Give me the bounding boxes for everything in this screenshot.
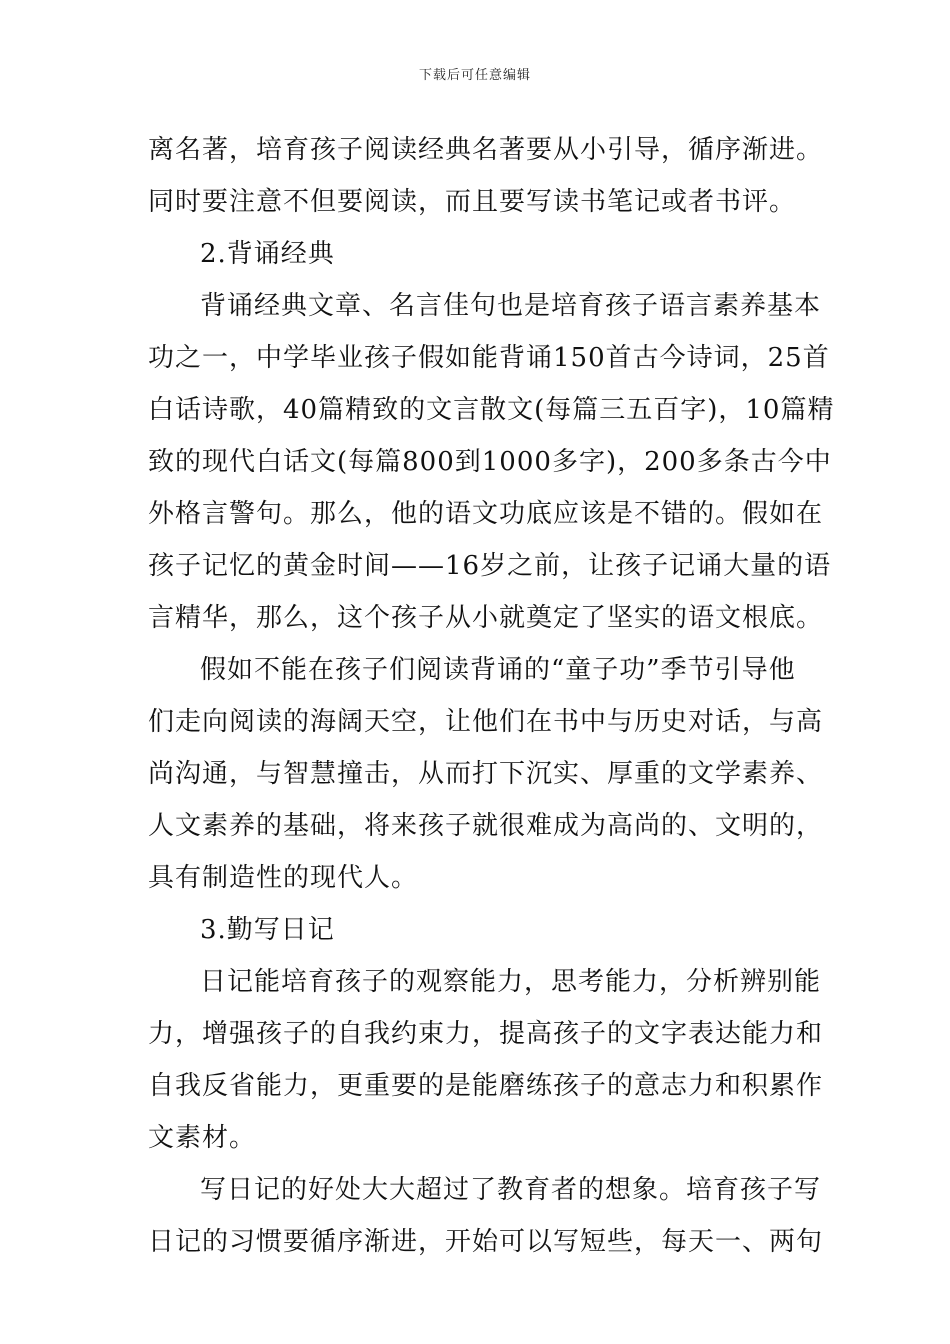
text-line: 尚沟通，与智慧撞击，从而打下沉实、厚重的文学素养、 bbox=[148, 759, 824, 789]
text-line: 同时要注意不但要阅读，而且要写读书笔记或者书评。 bbox=[148, 187, 797, 217]
text-line: 具有制造性的现代人。 bbox=[148, 863, 419, 893]
text-line: 功之一，中学毕业孩子假如能背诵150首古今诗词，25首 bbox=[148, 343, 830, 373]
text-line: 日记能培育孩子的观察能力，思考能力，分析辨别能 bbox=[200, 967, 822, 997]
text-line: 人文素养的基础，将来孩子就很难成为高尚的、文明的， bbox=[148, 811, 824, 841]
text-line: 外格言警句。那么，他的语文功底应该是不错的。假如在 bbox=[148, 499, 824, 529]
text-line: 写日记的好处大大超过了教育者的想象。培育孩子写 bbox=[200, 1175, 822, 1205]
text-line: 白话诗歌，40篇精致的文言散文(每篇三五百字)，10篇精 bbox=[148, 395, 835, 425]
text-line: 自我反省能力，更重要的是能磨练孩子的意志力和积累作 bbox=[148, 1071, 824, 1101]
document-body bbox=[148, 124, 835, 1268]
text-line: 力，增强孩子的自我约束力，提高孩子的文字表达能力和 bbox=[148, 1019, 824, 1049]
section-heading: 3.勤写日记 bbox=[200, 915, 335, 945]
text-line: 言精华，那么，这个孩子从小就奠定了坚实的语文根底。 bbox=[148, 603, 824, 633]
text-line: 日记的习惯要循序渐进，开始可以写短些，每天一、两句 bbox=[148, 1227, 824, 1257]
text-line: 假如不能在孩子们阅读背诵的“童子功”季节引导他 bbox=[200, 655, 796, 685]
text-line: 背诵经典文章、名言佳句也是培育孩子语言素养基本 bbox=[200, 291, 822, 321]
section-heading: 2.背诵经典 bbox=[200, 239, 335, 269]
text-line: 孩子记忆的黄金时间——16岁之前，让孩子记诵大量的语 bbox=[148, 551, 832, 581]
text-line: 们走向阅读的海阔天空，让他们在书中与历史对话，与高 bbox=[148, 707, 824, 737]
text-line: 致的现代白话文(每篇800到1000多字)，200多条古今中 bbox=[148, 447, 832, 477]
page-header: 下载后可任意编辑 bbox=[418, 68, 531, 83]
text-line: 文素材。 bbox=[148, 1123, 257, 1153]
text-line: 离名著，培育孩子阅读经典名著要从小引导，循序渐进。 bbox=[148, 135, 824, 165]
